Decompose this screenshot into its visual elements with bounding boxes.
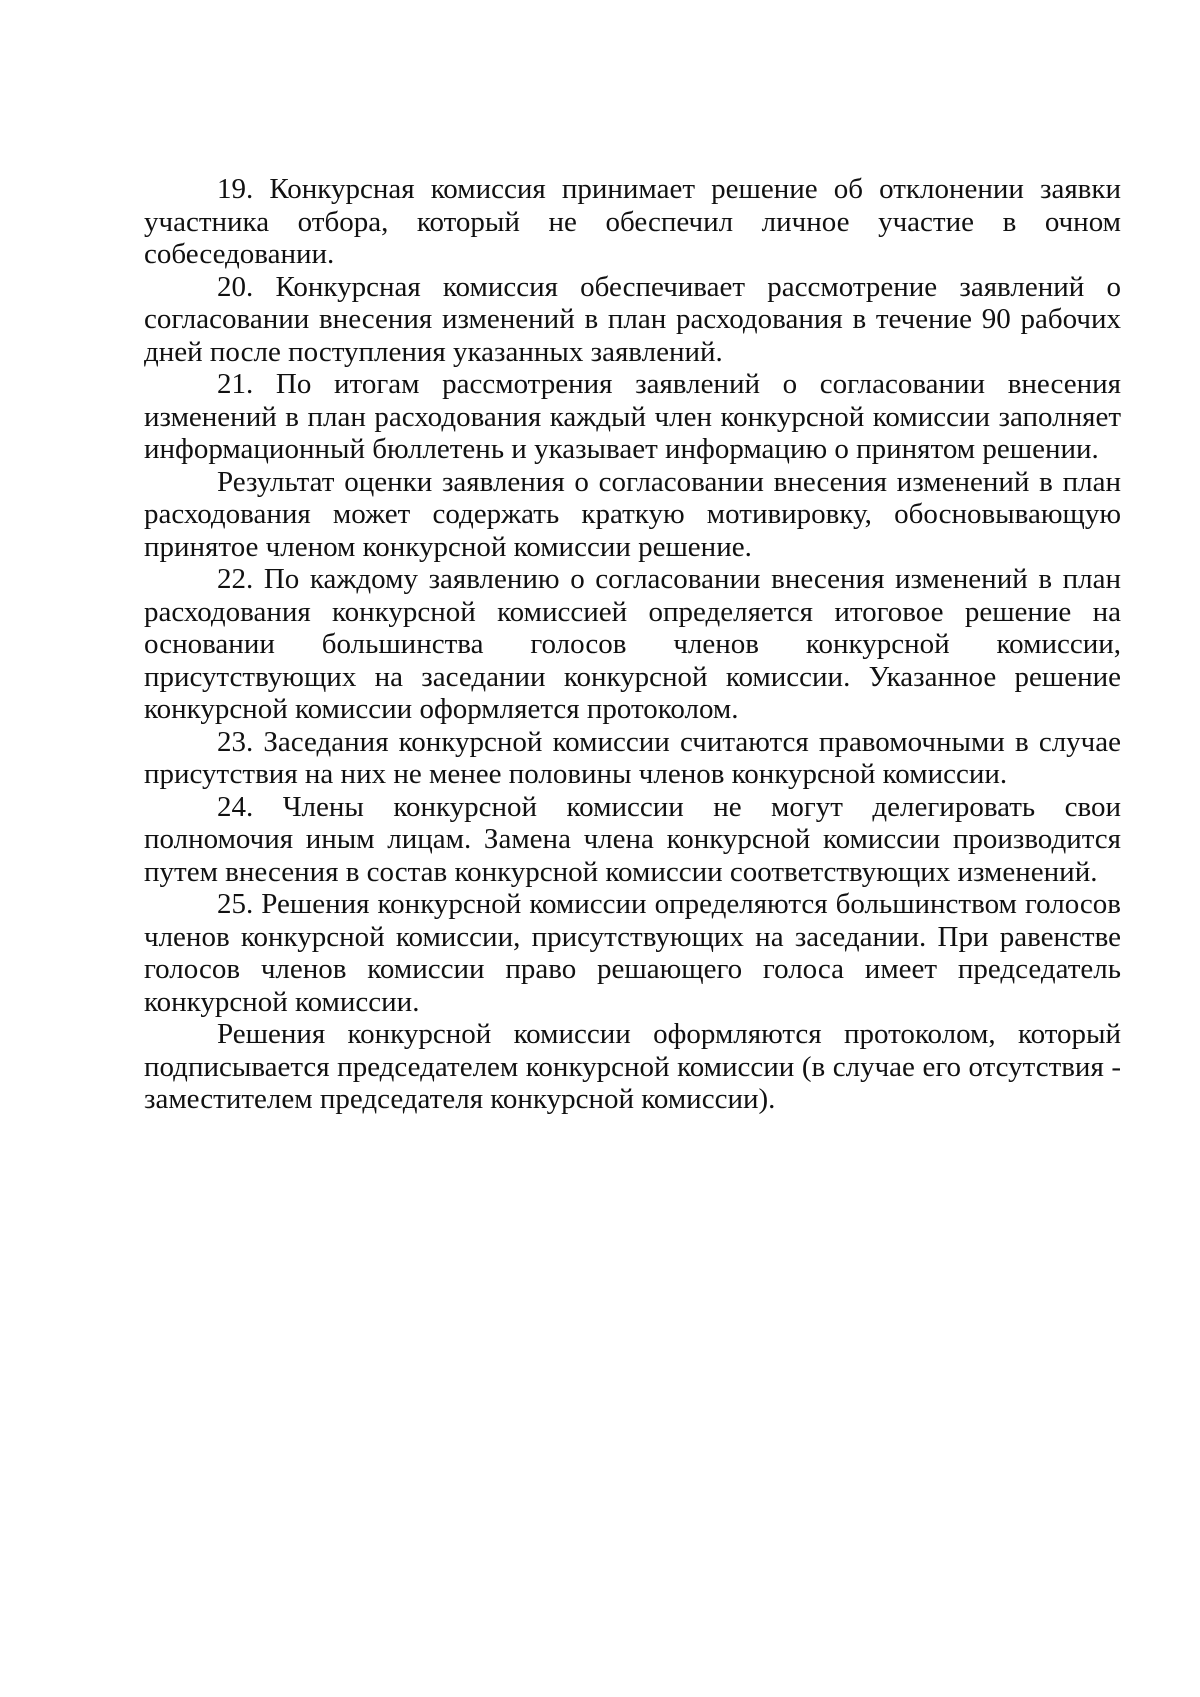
paragraph-20: 20. Конкурсная комиссия обеспечивает рассмотрение заявлений о согласовании внесения изменений в план расходования в течение 90 рабочих дней после поступления указанных заявлений. <box>144 270 1121 368</box>
paragraph-protocol: Решения конкурсной комиссии оформляются протоколом, который подписывается председателем конкурсной комиссии (в случае его отсутствия - заместителем председателя конкурсной комиссии). <box>144 1018 1121 1115</box>
paragraph-22: 22. По каждому заявлению о согласовании внесения изменений в план расходования конкурсной комиссией определяется итоговое решение на основании большинства голосов членов конкурсной комиссии, присутствующих на заседании конкурсной комиссии. Указанное решение конкурсной комиссии оформляется протоколом. <box>144 563 1121 725</box>
paragraph-25: 25. Решения конкурсной комиссии определяются большинством голосов членов конкурсной комиссии, присутствующих на заседании. При равенстве голосов членов комиссии право решающего голоса имеет председатель конкурсной комиссии. <box>144 888 1121 1018</box>
paragraph-24: 24. Члены конкурсной комиссии не могут делегировать свои полномочия иным лицам. Замена члена конкурсной комиссии производится путем внесения в состав конкурсной комиссии соответствующих изменений. <box>144 790 1121 888</box>
paragraph-21: 21. По итогам рассмотрения заявлений о согласовании внесения изменений в план расходования каждый член конкурсной комиссии заполняет информационный бюллетень и указывает информацию о принятом решении. <box>144 368 1121 465</box>
paragraph-assessment-result: Результат оценки заявления о согласовании внесения изменений в план расходования может содержать краткую мотивировку, обосновывающую принятое членом конкурсной комиссии решение. <box>144 465 1121 563</box>
paragraph-19: 19. Конкурсная комиссия принимает решение об отклонении заявки участника отбора, который не обеспечил личное участие в очном собеседовании. <box>144 173 1121 270</box>
paragraph-23: 23. Заседания конкурсной комиссии считаются правомочными в случае присутствия на них не менее половины членов конкурсной комиссии. <box>144 725 1121 790</box>
document-page <box>144 173 1121 1116</box>
